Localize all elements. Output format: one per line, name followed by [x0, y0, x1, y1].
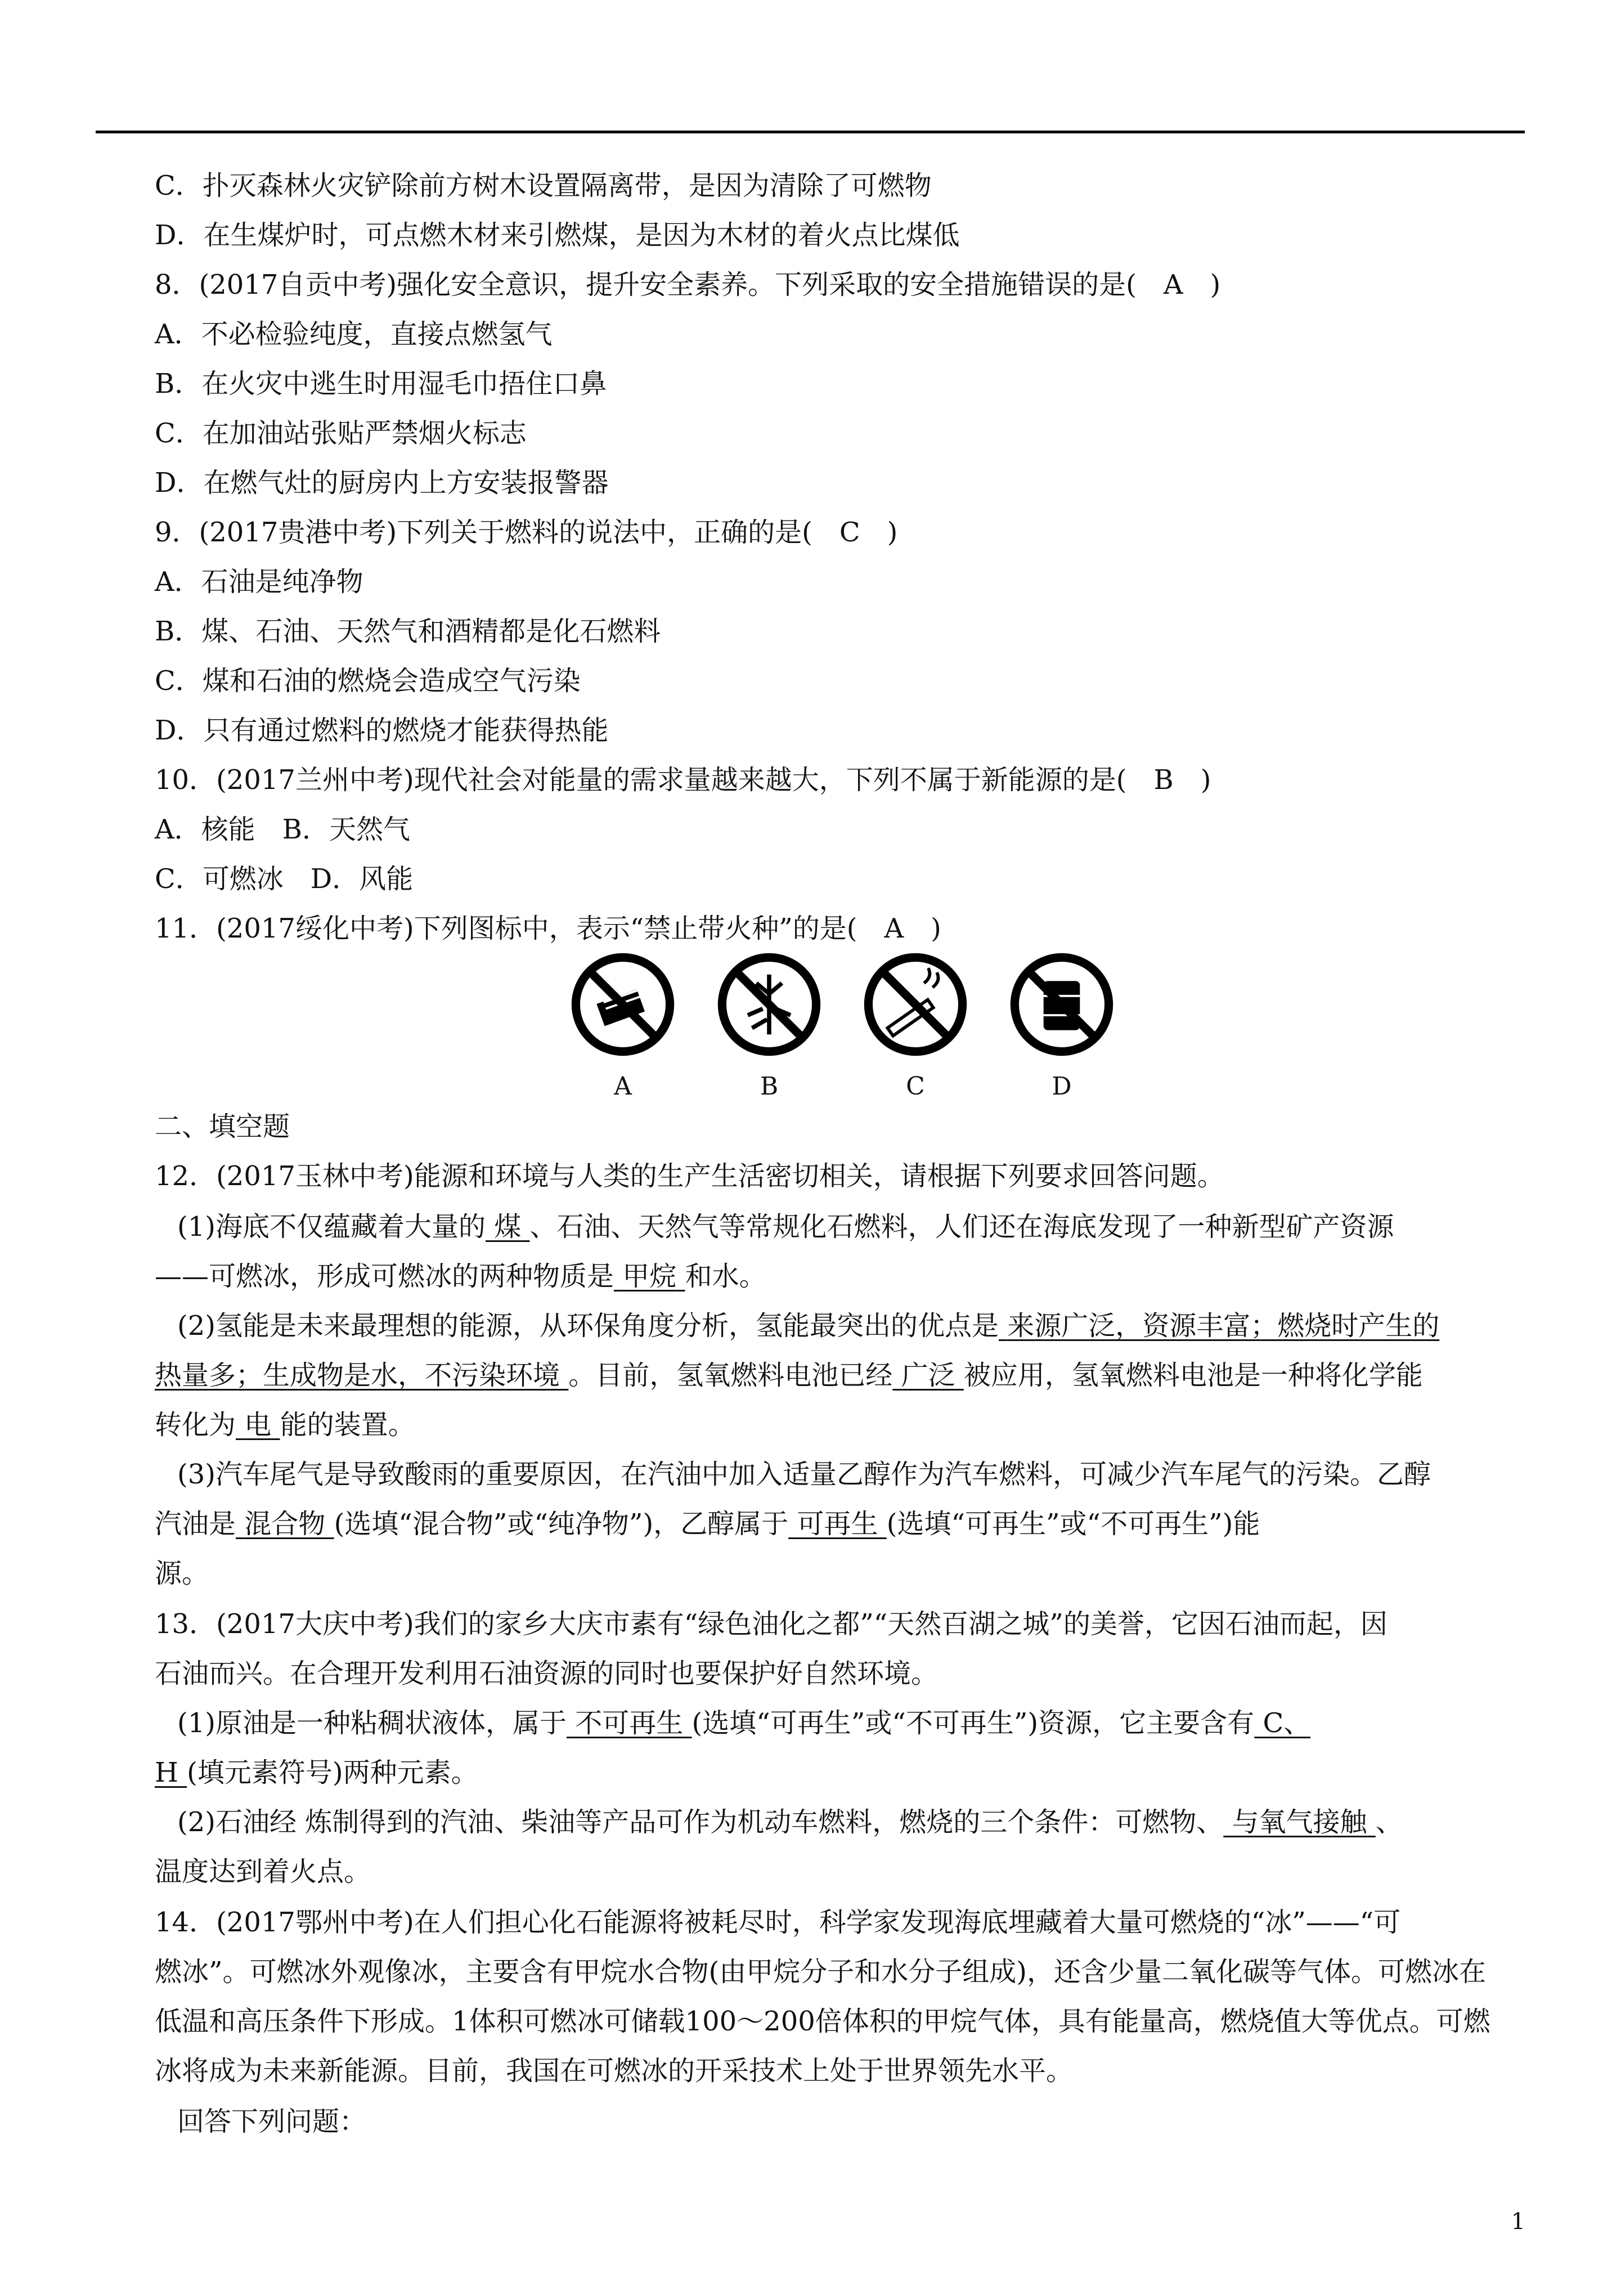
q12-part3-line2: 汽油是 混合物 (选填“混合物”或“纯净物”)，乙醇属于 可再生 (选填“可再生”或“不可再生”)能: [155, 1508, 1260, 1540]
q9-option-b: B．煤、石油、天然气和酒精都是化石燃料: [155, 616, 661, 647]
no-oil-drum-icon: [1008, 951, 1115, 1058]
q14-prompt: 回答下列问题：: [177, 2106, 367, 2137]
q9-option-d: D．只有通过燃料的燃烧才能获得热能: [155, 715, 609, 746]
icon-label-d: D: [1052, 1072, 1072, 1101]
q14-line2: 燃冰”。可燃冰外观像冰，主要含有甲烷水合物(由甲烷分子和水分子组成)，还含少量二氧化碳等气体。可燃冰在: [155, 1956, 1486, 1988]
q12-part2-line3: 转化为 电 能的装置。: [155, 1409, 415, 1441]
q8-option-a: A．不必检验纯度，直接点燃氢气: [155, 319, 553, 350]
q8-option-d: D．在燃气灶的厨房内上方安装报警器: [155, 467, 609, 499]
q7-option-d: D．在生煤炉时，可点燃木材来引燃煤，是因为木材的着火点比煤低: [155, 219, 960, 251]
page-number: 1: [1511, 2209, 1525, 2235]
q11-stem: 11．(2017绥化中考)下列图标中，表示“禁止带火种”的是( A ): [155, 913, 941, 944]
q12-part2-line2: 热量多；生成物是水，不污染环境 。目前，氢氧燃料电池已经 广泛 被应用，氢氧燃料电池是一种将化学能: [155, 1360, 1423, 1391]
q14-line1: 14．(2017鄂州中考)在人们担心化石能源将被耗尽时，科学家发现海底埋藏着大量可燃烧的“冰”——“可: [155, 1907, 1401, 1938]
q12-part3-line3: 源。: [155, 1558, 209, 1589]
q8-stem: 8．(2017自贡中考)强化安全意识，提升安全素养。下列采取的安全措施错误的是( A ): [155, 269, 1221, 301]
no-matches-icon: [569, 951, 676, 1058]
q14-line3: 低温和高压条件下形成。1体积可燃冰可储载100～200倍体积的甲烷气体，具有能量高，燃烧值大等优点。可燃: [155, 2006, 1490, 2037]
no-smoking-icon: [862, 951, 969, 1058]
q13-part2-line1: (2)石油经 炼制得到的汽油、柴油等产品可作为机动车燃料，燃烧的三个条件：可燃物、 与氧气接触 、: [177, 1806, 1403, 1838]
q12-part1-line1: (1)海底不仅蕴藏着大量的 煤 、石油、天然气等常规化石燃料，人们还在海底发现了一种新型矿产资源: [177, 1211, 1394, 1243]
q13-intro-line1: 13．(2017大庆中考)我们的家乡大庆市素有“绿色油化之都”“天然百湖之城”的美誉，它因石油而起，因: [155, 1608, 1387, 1640]
q9-option-c: C．煤和石油的燃烧会造成空气污染: [155, 665, 581, 697]
q10-options-cd: C．可燃冰 D．风能: [155, 863, 414, 895]
section-title: 二、填空题: [155, 1111, 290, 1142]
icon-label-a: A: [614, 1072, 632, 1101]
q13-part2-line2: 温度达到着火点。: [155, 1856, 371, 1887]
q12-part1-line2: ——可燃冰，形成可燃冰的两种物质是 甲烷 和水。: [155, 1261, 766, 1292]
q12-part2-line1: (2)氢能是未来最理想的能源，从环保角度分析，氢能最突出的优点是 来源广泛，资源丰富；燃烧时产生的: [177, 1310, 1440, 1342]
q7-option-c: C．扑灭森林火灾铲除前方树木设置隔离带，是因为清除了可燃物: [155, 170, 932, 201]
q8-option-b: B．在火灾中逃生时用湿毛巾捂住口鼻: [155, 368, 607, 400]
q8-option-c: C．在加油站张贴严禁烟火标志: [155, 418, 527, 449]
q9-stem: 9．(2017贵港中考)下列关于燃料的说法中，正确的是( C ): [155, 517, 898, 548]
q9-option-a: A．石油是纯净物: [155, 566, 363, 598]
q12-part3-line1: (3)汽车尾气是导致酸雨的重要原因，在汽油中加入适量乙醇作为汽车燃料，可减少汽车尾气的污染。乙醇: [177, 1459, 1431, 1490]
q13-part1-line1: (1)原油是一种粘稠状液体，属于 不可再生 (选填“可再生”或“不可再生”)资源，它主要含有 C、: [177, 1707, 1311, 1739]
header-rule: [96, 131, 1525, 133]
q14-line4: 冰将成为未来新能源。目前，我国在可燃冰的开采技术上处于世界领先水平。: [155, 2055, 1074, 2087]
q13-part1-line2: H (填元素符号)两种元素。: [155, 1757, 478, 1788]
icon-label-c: C: [906, 1072, 925, 1101]
q11-icon-row: [563, 951, 1125, 1064]
q10-options-ab: A．核能 B．天然气: [155, 814, 410, 845]
q12-intro: 12．(2017玉林中考)能源和环境与人类的生产生活密切相关，请根据下列要求回答问题。: [155, 1160, 1224, 1192]
q10-stem: 10．(2017兰州中考)现代社会对能量的需求量越来越大，下列不属于新能源的是( B ): [155, 764, 1211, 796]
no-fireworks-icon: [716, 951, 823, 1058]
q13-intro-line2: 石油而兴。在合理开发利用石油资源的同时也要保护好自然环境。: [155, 1658, 939, 1689]
icon-label-b: B: [760, 1072, 779, 1101]
